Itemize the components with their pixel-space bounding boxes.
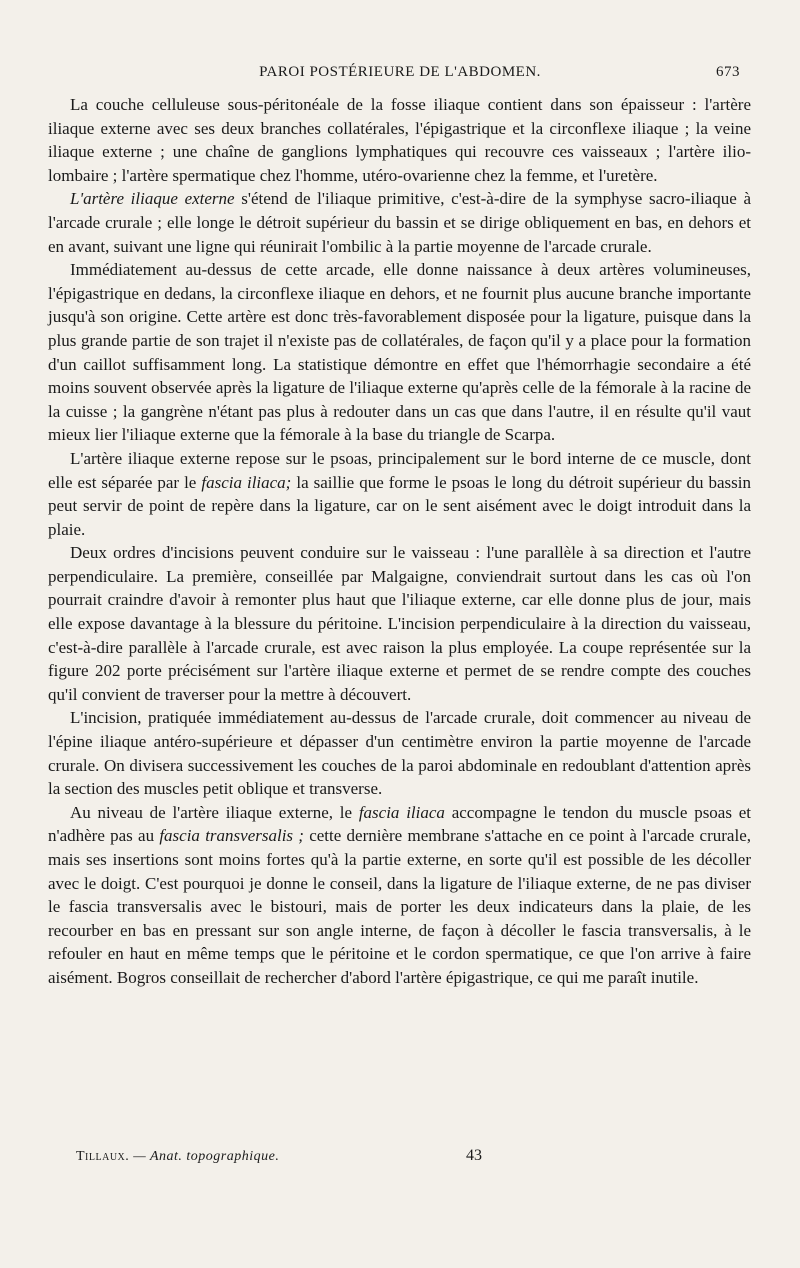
paragraph xyxy=(48,258,751,447)
header-title: PAROI POSTÉRIEURE DE L'ABDOMEN. xyxy=(259,64,541,80)
text-run: Deux ordres d'incisions peuvent conduire sur le vaisseau : l'une parallèle à sa direction et l'autre perpendiculaire. La première, conseillée par Malgaigne, conviendrait surtout dans les cas où l'on pourrait craindre d'avoir à remonter plus haut que l'iliaque externe, car elle donne plus de jour, mais elle expose davantage à la blessure du péritoine. L'incision perpendiculaire à la direction du vaisseau, c'est-à-dire parallèle à l'arcade crurale, est avec raison la plus employée. La coupe représentée sur la figure 202 porte précisément sur l'artère iliaque externe et permet de se rendre compte des couches qu'il convient de traverser pour la mettre à découvert. xyxy=(48,543,751,704)
text-run: La couche celluleuse sous-péritonéale de la fosse iliaque contient dans son épaisseur : l'artère iliaque externe avec ses deux branches collatérales, l'épigastrique et la circonflexe iliaque ; la veine iliaque externe ; une chaîne de ganglions lymphatiques qui recouvre ces vaisseaux ; l'artère ilio-lombaire ; l'artère spermatique chez l'homme, utéro-ovarienne chez la femme, et l'uretère. xyxy=(48,95,751,185)
page-number: 673 xyxy=(716,64,740,80)
footer-reference xyxy=(76,1149,279,1165)
italic-term: fascia iliaca xyxy=(358,802,445,822)
text-run: cette dernière membrane s'attache en ce point à l'arcade crurale, mais ses insertions sont moins fortes qu'à la partie externe, en sorte qu'il est possible de les décoller avec le doigt. C'est pourquoi je donne le conseil, dans la ligature de l'iliaque externe, de ne pas diviser le fascia transversalis avec le bistouri, mais de porter les deux indicateurs dans la plaie, de les recourber en bas en pressant sur son angle interne, de façon à décoller le fascia transversalis, à le refouler en haut en même temps que le péritoine et le cordon spermatique, ce que l'on arrive à faire aisément. Bogros conseillait de rechercher d'abord l'artère épigastrique, ce qui me paraît inutile. xyxy=(48,826,751,987)
text-run: la saillie que forme le psoas le long du détroit supérieur du bassin peut servir de point de repère dans la ligature, car on le sent aisément avec le doigt introduit dans la plaie. xyxy=(48,472,752,539)
paragraph xyxy=(48,187,751,258)
text-run: L'incision, pratiquée immédiatement au-dessus de l'arcade crurale, doit commencer au niveau de l'épine iliaque antéro-supérieure et dépasser d'un centimètre environ la partie moyenne de l'arcade crurale. On divisera successivement les couches de la paroi abdominale en redoublant d'attention après la section des muscles petit oblique et transverse. xyxy=(48,708,751,799)
text-run: s'étend de l'iliaque primitive, c'est-à-dire de la symphyse sacro-iliaque à l'arcade crurale ; elle longe le détroit supérieur du bassin et se dirige obliquement en bas, en dehors et en avant, suivant une ligne qui réunirait l'ombilic à la partie moyenne de l'arcade crurale. xyxy=(48,189,751,256)
paragraph xyxy=(48,447,751,541)
body-text xyxy=(48,93,751,990)
signature-mark: 43 xyxy=(466,1147,482,1164)
italic-term: fascia iliaca; xyxy=(201,472,292,492)
paragraph xyxy=(48,706,751,800)
page-footer xyxy=(76,1149,741,1171)
italic-term: L'artère iliaque externe xyxy=(70,189,235,209)
paragraph xyxy=(48,541,751,706)
running-header xyxy=(60,64,740,88)
text-run: L'artère iliaque externe repose sur le psoas, principalement sur le bord interne de ce muscle, dont elle est séparée par le xyxy=(48,448,751,492)
paragraph xyxy=(48,93,751,187)
paragraph xyxy=(48,801,751,990)
footer-book-title: — Anat. topographique. xyxy=(133,1149,280,1164)
italic-term: fascia transversalis ; xyxy=(159,826,304,846)
footer-author: Tillaux. xyxy=(76,1149,130,1164)
text-run: accompagne le tendon du muscle psoas et n'adhère pas au xyxy=(48,802,752,846)
text-run: Immédiatement au-dessus de cette arcade, elle donne naissance à deux artères volumineuses, l'épigastrique en dedans, la circonflexe iliaque en dehors, et ne fournit plus aucune branche importante jusqu'à son origine. Cette artère est donc très-favorablement disposée pour la ligature, puisque dans la plus grande partie de son trajet il n'existe pas de collatérales, de façon qu'il y a place pour la formation d'un caillot suffisamment long. La statistique démontre en effet que l'hémorrhagie secondaire a été moins souvent observée après la ligature de l'iliaque externe qu'après celle de la fémorale à la racine de la cuisse ; la gangrène n'étant pas plus à redouter dans un cas que dans l'autre, il en résulte qu'il vaut mieux lier l'iliaque externe que la fémorale à la base du triangle de Scarpa. xyxy=(48,260,751,445)
text-run: Au niveau de l'artère iliaque externe, le xyxy=(70,802,359,822)
